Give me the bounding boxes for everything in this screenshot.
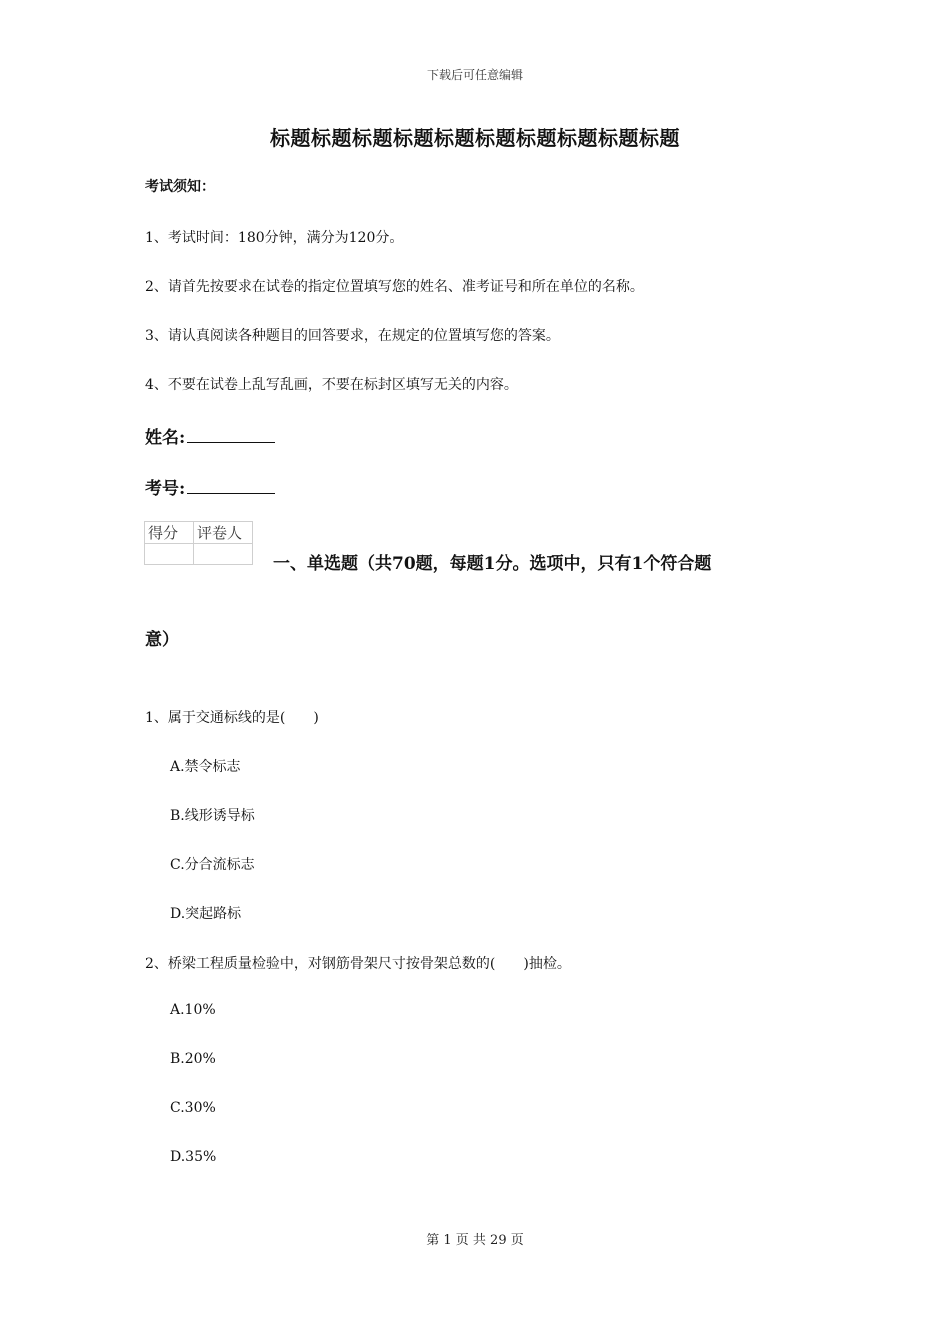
grader-cell[interactable] (194, 544, 253, 565)
name-label: 姓名: (145, 428, 186, 448)
question-2-option-b: B.20% (170, 1051, 216, 1067)
question-2: 2、桥梁工程质量检验中，对钢筋骨架尺寸按骨架总数的( )抽检。 (145, 956, 571, 972)
question-1: 1、属于交通标线的是( ) (145, 710, 319, 726)
section-title: 一、单选题（共70题，每题1分。选项中，只有1个符合题 (273, 554, 712, 574)
notice-item: 3、请认真阅读各种题目的回答要求，在规定的位置填写您的答案。 (145, 328, 560, 344)
section-title-continued: 意） (145, 630, 179, 650)
question-1-option-b: B.线形诱导标 (170, 808, 255, 824)
question-2-option-a: A.10% (170, 1002, 216, 1018)
name-blank[interactable] (187, 428, 275, 443)
notice-item: 1、考试时间：180分钟，满分为120分。 (145, 230, 404, 246)
question-2-option-d: D.35% (170, 1149, 217, 1165)
notice-item: 2、请首先按要求在试卷的指定位置填写您的姓名、准考证号和所在单位的名称。 (145, 279, 644, 295)
question-1-option-d: D.突起路标 (170, 906, 242, 922)
question-2-option-c: C.30% (170, 1100, 216, 1116)
document-title: 标题标题标题标题标题标题标题标题标题标题 (270, 126, 680, 150)
score-box (144, 521, 253, 565)
score-cell[interactable] (145, 544, 194, 565)
notice-heading: 考试须知： (145, 179, 215, 195)
notice-item: 4、不要在试卷上乱写乱画，不要在标封区填写无关的内容。 (145, 377, 518, 393)
exam-number-blank[interactable] (187, 479, 275, 494)
exam-number-label: 考号: (145, 479, 186, 499)
page-footer: 第 1 页 共 29 页 (426, 1233, 524, 1248)
header-note: 下载后可任意编辑 (426, 68, 523, 82)
question-1-option-a: A.禁令标志 (170, 759, 241, 775)
question-1-option-c: C.分合流标志 (170, 857, 255, 873)
grader-header: 评卷人 (194, 522, 253, 544)
name-field (145, 423, 275, 448)
score-header: 得分 (145, 522, 194, 544)
exam-number-field (145, 474, 275, 499)
